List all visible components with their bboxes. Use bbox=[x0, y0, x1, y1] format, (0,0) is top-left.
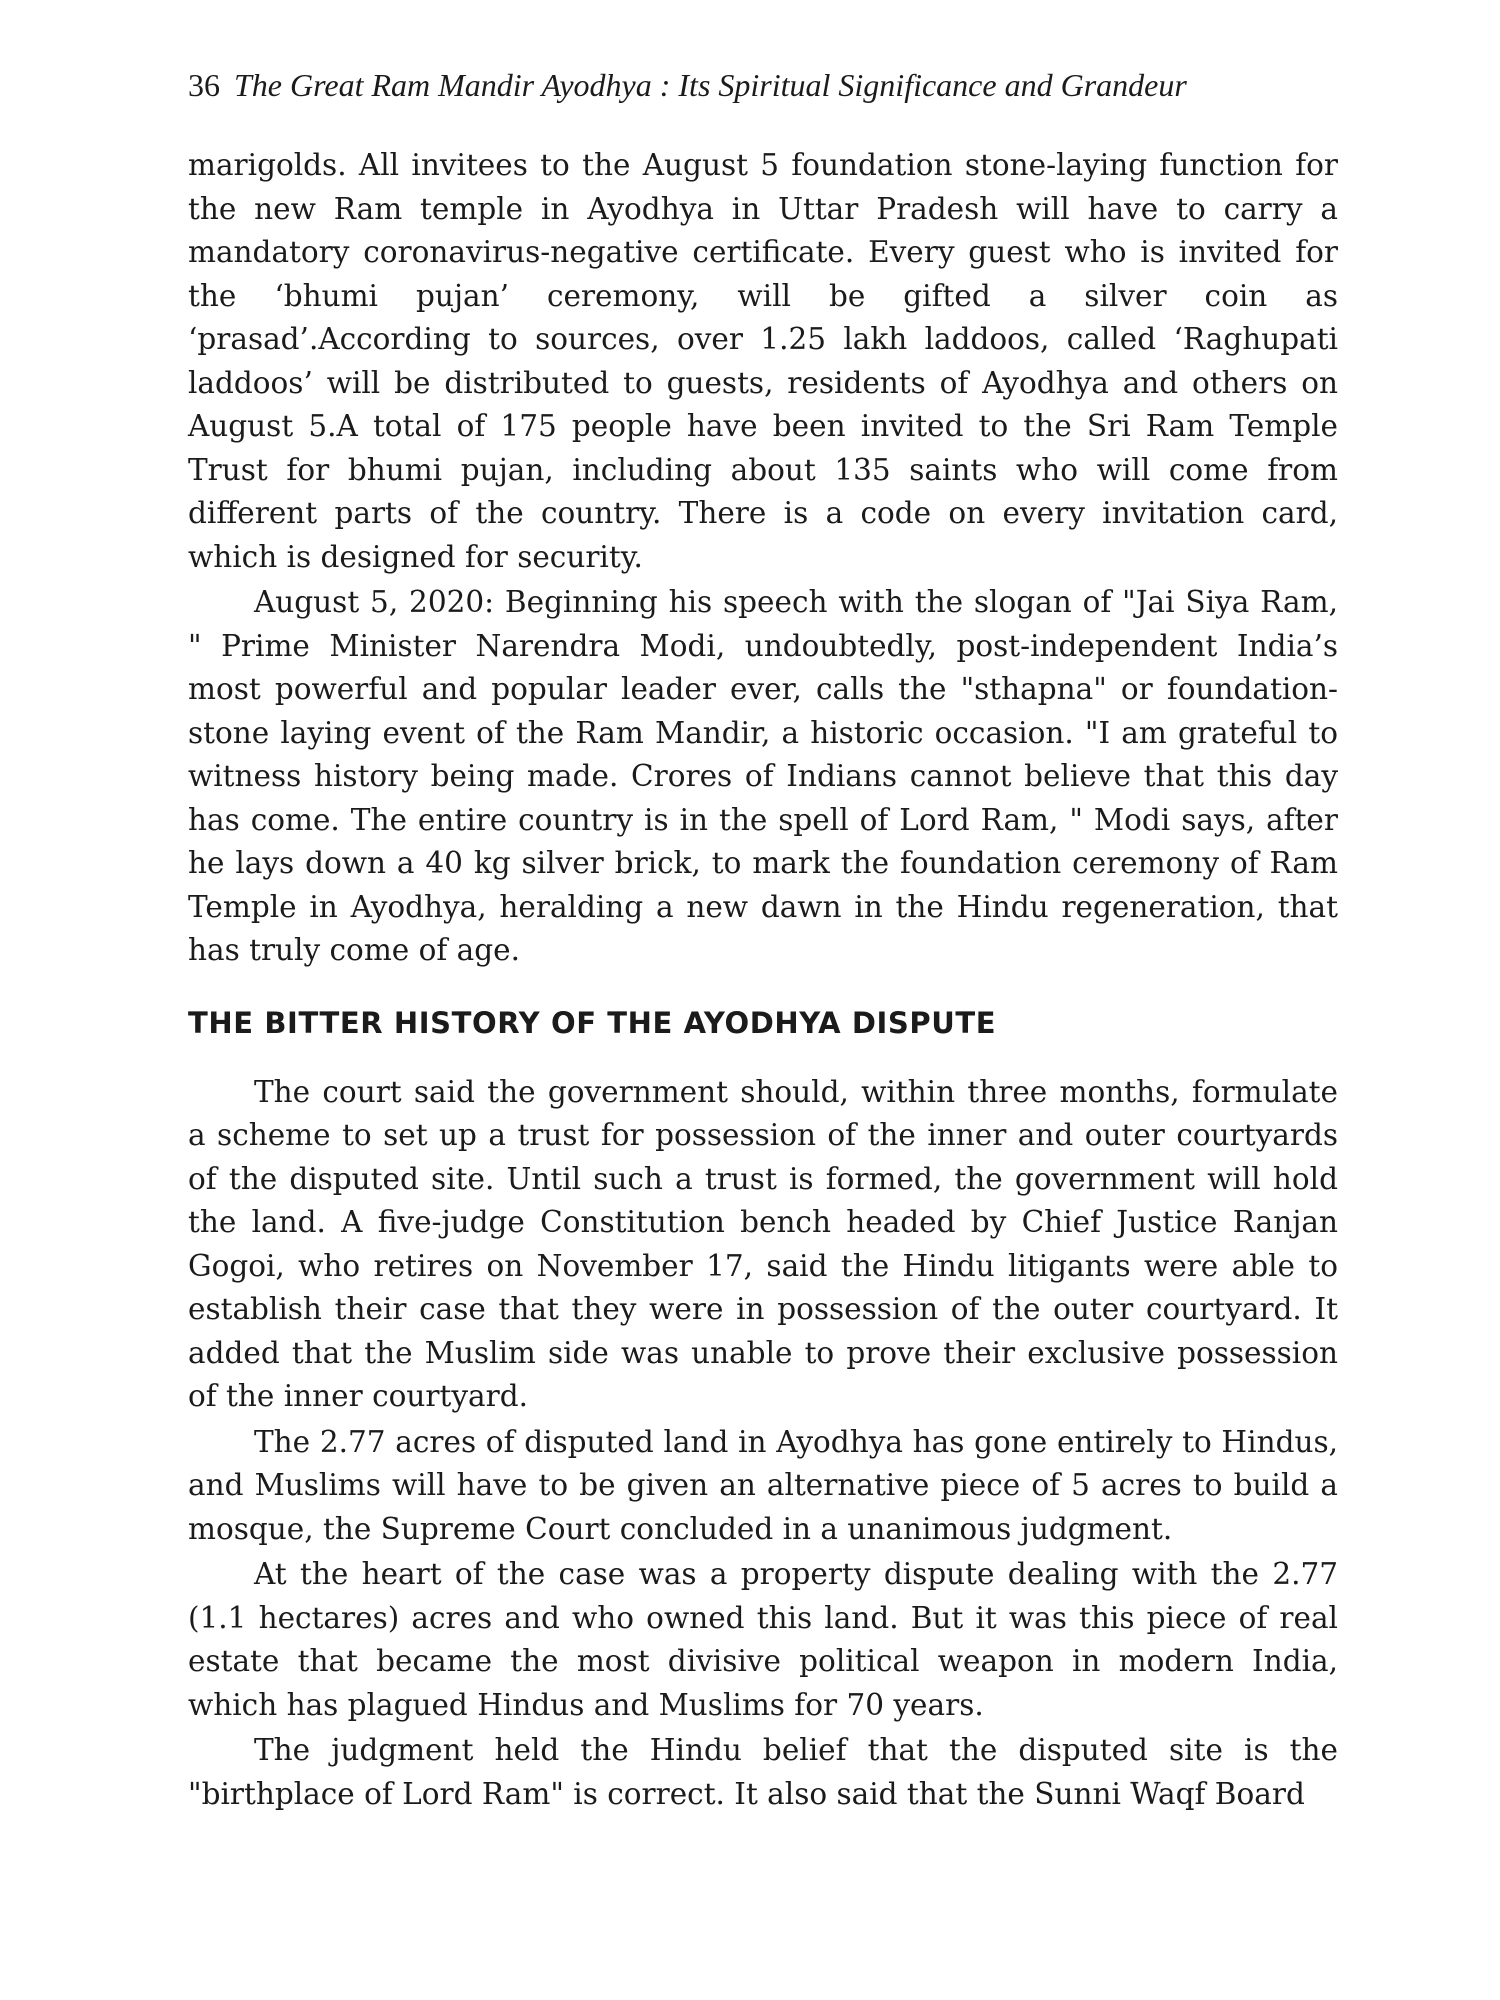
running-header bbox=[188, 60, 1338, 110]
section-heading: THE BITTER HISTORY OF THE AYODHYA DISPUTE bbox=[188, 1005, 997, 1040]
paragraph: marigolds. All invitees to the August 5 foundation stone-laying function for the new Ram temple in Ayodhya in Uttar Pradesh will have to carry a mandatory coronavirus-negative certificate. Every guest who is invited for the ‘bhumi pujan’ ceremony, will be gifted a silver coin as ‘prasad’.According to sources, over 1.25 lakh laddoos, called ‘Raghupati laddoos’ will be distributed to guests, residents of Ayodhya and others on August 5.A total of 175 people have been invited to the Sri Ram Temple Trust for bhumi pujan, including about 135 saints who will come from different parts of the country. There is a code on every invitation card, which is designed for security. bbox=[188, 148, 1338, 574]
paragraph: The court said the government should, within three months, formulate a scheme to set up a trust for possession of the inner and outer courtyards of the disputed site. Until such a trust is formed, the government will hold the land. A five-judge Constitution bench headed by Chief Justice Ranjan Gogoi, who retires on November 17, said the Hindu litigants were able to establish their case that they were in possession of the outer courtyard. It added that the Muslim side was unable to prove their exclusive possession of the inner courtyard. bbox=[188, 1074, 1338, 1413]
paragraph: August 5, 2020: Beginning his speech with the slogan of "Jai Siya Ram, " Prime Minister Narendra Modi, undoubtedly, post-independent India’s most powerful and popular leader ever, calls the "sthapna" or foundation-stone laying event of the Ram Mandir, a historic occasion. "I am grateful to witness history being made. Crores of Indians cannot believe that this day has come. The entire country is in the spell of Lord Ram, " Modi says, after he lays down a 40 kg silver brick, to mark the foundation ceremony of Ram Temple in Ayodhya, heralding a new dawn in the Hindu regeneration, that has truly come of age. bbox=[188, 585, 1338, 967]
paragraph: The 2.77 acres of disputed land in Ayodhya has gone entirely to Hindus, and Muslims will have to be given an alternative piece of 5 acres to build a mosque, the Supreme Court concluded in a unanimous judgment. bbox=[188, 1424, 1338, 1546]
paragraph: The judgment held the Hindu belief that the disputed site is the "birthplace of Lord Ram" is correct. It also said that the Sunni Waqf Board bbox=[188, 1733, 1338, 1811]
book-page bbox=[188, 60, 1338, 1818]
page-number: 36 bbox=[188, 67, 220, 103]
paragraph: At the heart of the case was a property dispute dealing with the 2.77 (1.1 hectares) acres and who owned this land. But it was this piece of real estate that became the most divisive political weapon in modern India, which has plagued Hindus and Muslims for 70 years. bbox=[188, 1557, 1338, 1722]
book-title: The Great Ram Mandir Ayodhya : Its Spiritual Significance and Grandeur bbox=[234, 67, 1187, 103]
